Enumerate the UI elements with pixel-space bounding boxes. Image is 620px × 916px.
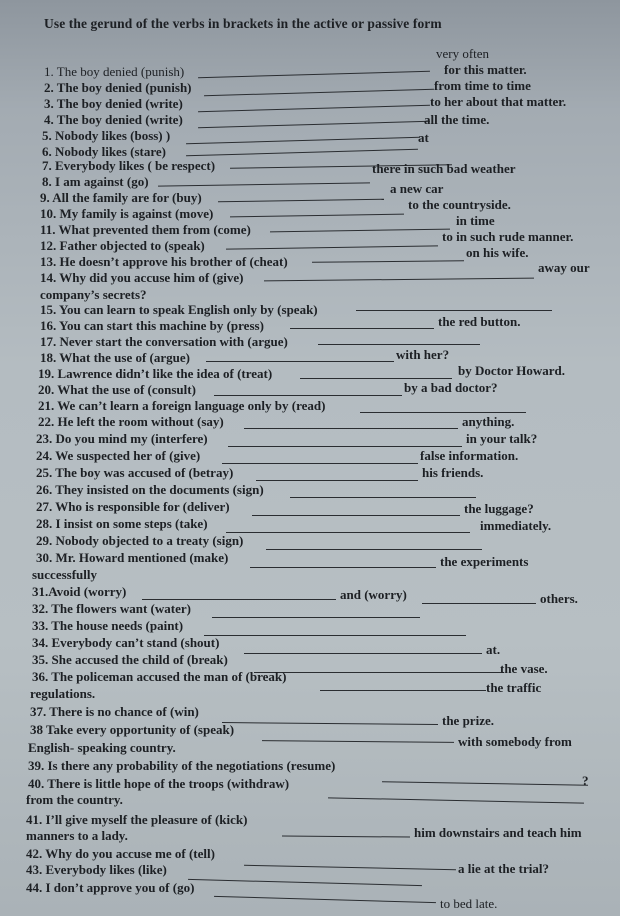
exercise-item-40: 40. There is little hope of the troops (withdraw) [28,776,290,791]
answer-blank-14[interactable] [264,278,534,282]
exercise-item-22: 22. He left the room without (say) [38,414,224,429]
exercise-item-37: 37. There is no chance of (win) [30,704,199,719]
item-22-tail: anything. [462,414,515,429]
exercise-item-35: 35. She accused the child of (break) [32,652,228,667]
item-24-tail: false information. [420,448,519,463]
exercise-item-17: 17. Never start the conversation with (argue) [40,334,288,349]
item-30-tail: the experiments [440,554,529,569]
item-13-tail: on his wife. [466,245,529,260]
exercise-item-43: 43. Everybody likes (like) [26,862,167,877]
answer-blank-37[interactable] [222,722,438,725]
item-2-tail: for this matter. [444,62,527,77]
exercise-item-31: 31.Avoid (worry) [32,584,127,599]
item-36-tail: the traffic [486,680,542,695]
item-37-tail: the prize. [442,713,494,728]
exercise-item-26: 26. They insisted on the documents (sign) [36,482,264,497]
answer-blank-21[interactable] [360,412,526,413]
exercise-item-13: 13. He doesn’t approve his brother of (cheat) [40,254,288,269]
exercise-item-42: 42. Why do you accuse me of (tell) [26,846,215,861]
item-28-tail: immediately. [480,518,552,533]
answer-blank-43[interactable] [188,879,422,886]
item-38-tail: with somebody from [458,734,572,749]
exercise-item-32: 32. The flowers want (water) [32,601,191,616]
exercise-item-3: 3. The boy denied (write) [44,96,183,111]
item-10-tail: to the countryside. [408,197,511,212]
answer-blank-28[interactable] [226,532,470,533]
item-35-tail: the vase. [500,661,548,676]
item-31-tail: others. [540,591,578,606]
answer-blank-29[interactable] [266,549,482,550]
item-39-tail: ? [582,773,589,788]
item-1-tail: very often [436,46,490,61]
answer-blank-20[interactable] [214,395,402,396]
exercise-item-5: 5. Nobody likes (boss) ) [42,128,171,143]
exercise-item-25: 25. The boy was accused of (betray) [36,465,234,480]
exercise-item-20: 20. What the use of (consult) [38,382,196,397]
answer-blank-2[interactable] [204,89,434,96]
item-6-tail: at [418,130,429,145]
answer-blank-31a[interactable] [142,599,336,600]
answer-blank-24[interactable] [222,463,418,464]
exercise-item-23: 23. Do you mind my (interfere) [36,431,208,446]
exercise-item-8: 8. I am against (go) [42,174,149,189]
answer-blank-1[interactable] [198,71,430,78]
exercise-item-1: 1. The boy denied (punish) [44,64,185,79]
item-30-continuation: successfully [32,567,97,582]
answer-blank-27[interactable] [252,515,460,516]
item-44-tail: to bed late. [440,896,498,911]
item-31-mid: and (worry) [340,587,407,602]
exercise-item-2: 2. The boy denied (punish) [44,80,192,95]
item-14-tail: away our [538,260,590,275]
answer-blank-25[interactable] [256,480,418,481]
answer-blank-9[interactable] [218,199,384,203]
item-19-tail: by Doctor Howard. [458,363,566,378]
item-11-tail: in time [456,213,495,228]
answer-blank-22[interactable] [244,428,458,429]
answer-blank-35[interactable] [254,672,504,673]
item-23-tail: in your talk? [466,431,538,446]
exercise-item-33: 33. The house needs (paint) [32,618,184,633]
answer-blank-8[interactable] [158,182,370,186]
worksheet-title: Use the gerund of the verbs in brackets in the active or passive form [44,16,442,31]
item-16-tail: the red button. [438,314,521,329]
exercise-item-28: 28. I insist on some steps (take) [36,516,208,531]
item-3-tail: from time to time [434,78,531,93]
exercise-item-12: 12. Father objected to (speak) [40,238,205,253]
answer-blank-39[interactable] [382,781,588,786]
exercise-item-7: 7. Everybody likes ( be respect) [42,158,216,173]
item-20-tail: by a bad doctor? [404,380,498,395]
exercise-item-9: 9. All the family are for (buy) [40,190,202,205]
answer-blank-38[interactable] [262,740,454,743]
item-12-tail: to in such rude manner. [442,229,574,244]
answer-blank-13[interactable] [312,260,464,263]
answer-blank-6[interactable] [186,149,418,156]
exercise-item-11: 11. What prevented them from (come) [40,222,251,237]
exercise-item-10: 10. My family is against (move) [40,206,214,221]
answer-blank-42[interactable] [244,865,456,870]
item-42-tail: a lie at the trial? [458,861,549,876]
exercise-item-21: 21. We can’t learn a foreign language only by (read) [38,398,326,413]
answer-blank-26[interactable] [290,497,476,498]
answer-blank-19[interactable] [300,378,452,379]
exercise-item-19: 19. Lawrence didn’t like the idea of (treat) [38,366,273,381]
item-9-tail: a new car [390,181,444,196]
item-27-tail: the luggage? [464,501,534,516]
exercise-item-30: 30. Mr. Howard mentioned (make) [36,550,229,565]
exercise-item-18: 18. What the use of (argue) [40,350,190,365]
answer-blank-31b[interactable] [422,603,536,604]
answer-blank-12[interactable] [226,245,438,249]
exercise-item-38: 38 Take every opportunity of (speak) [30,722,235,737]
exercise-item-6: 6. Nobody likes (stare) [42,144,166,159]
item-41-tail: him downstairs and teach him [414,825,582,840]
answer-blank-23[interactable] [228,446,462,447]
exercise-item-27: 27. Who is responsible for (deliver) [36,499,230,514]
exercise-item-44: 44. I don’t approve you of (go) [26,880,195,895]
answer-blank-36[interactable] [320,690,486,691]
item-18-tail: with her? [396,347,450,362]
item-41-continuation: manners to a lady. [26,828,128,843]
exercise-item-34: 34. Everybody can’t stand (shout) [32,635,220,650]
exercise-item-41: 41. I’ll give myself the pleasure of (kick) [26,812,248,827]
exercise-item-24: 24. We suspected her of (give) [36,448,201,463]
exercise-item-14: 14. Why did you accuse him of (give) [40,270,244,285]
answer-blank-18[interactable] [206,361,394,362]
exercise-item-36: 36. The policeman accused the man of (break) [32,669,287,684]
answer-blank-41[interactable] [282,835,410,837]
answer-blank-32[interactable] [212,617,420,618]
item-4-tail: to her about that matter. [430,94,567,109]
answer-blank-10[interactable] [230,214,404,218]
item-14-continuation: company’s secrets? [40,287,147,302]
answer-blank-17[interactable] [318,344,480,345]
item-34-tail: at. [486,642,501,657]
exercise-item-4: 4. The boy denied (write) [44,112,183,127]
answer-blank-33[interactable] [204,635,466,636]
item-5-tail: all the time. [424,112,490,127]
item-8-tail: there in such bad weather [372,161,516,176]
answer-blank-40[interactable] [328,797,584,803]
exercise-item-15: 15. You can learn to speak English only by (speak) [40,302,318,317]
answer-blank-34[interactable] [244,653,482,654]
answer-blank-15[interactable] [356,310,552,311]
item-25-tail: his friends. [422,465,484,480]
answer-blank-44[interactable] [214,896,436,903]
answer-blank-11[interactable] [270,229,450,233]
item-40-continuation: from the country. [26,792,123,807]
answer-blank-5[interactable] [186,137,420,145]
answer-blank-4[interactable] [198,121,430,128]
answer-blank-30[interactable] [250,567,436,568]
exercise-item-29: 29. Nobody objected to a treaty (sign) [36,533,244,548]
answer-blank-3[interactable] [198,105,430,112]
item-38-continuation: English- speaking country. [28,740,176,755]
item-36-continuation: regulations. [30,686,96,701]
exercise-item-16: 16. You can start this machine by (press) [40,318,264,333]
exercise-item-39: 39. Is there any probability of the negotiations (resume) [28,758,336,773]
answer-blank-16[interactable] [290,328,434,329]
